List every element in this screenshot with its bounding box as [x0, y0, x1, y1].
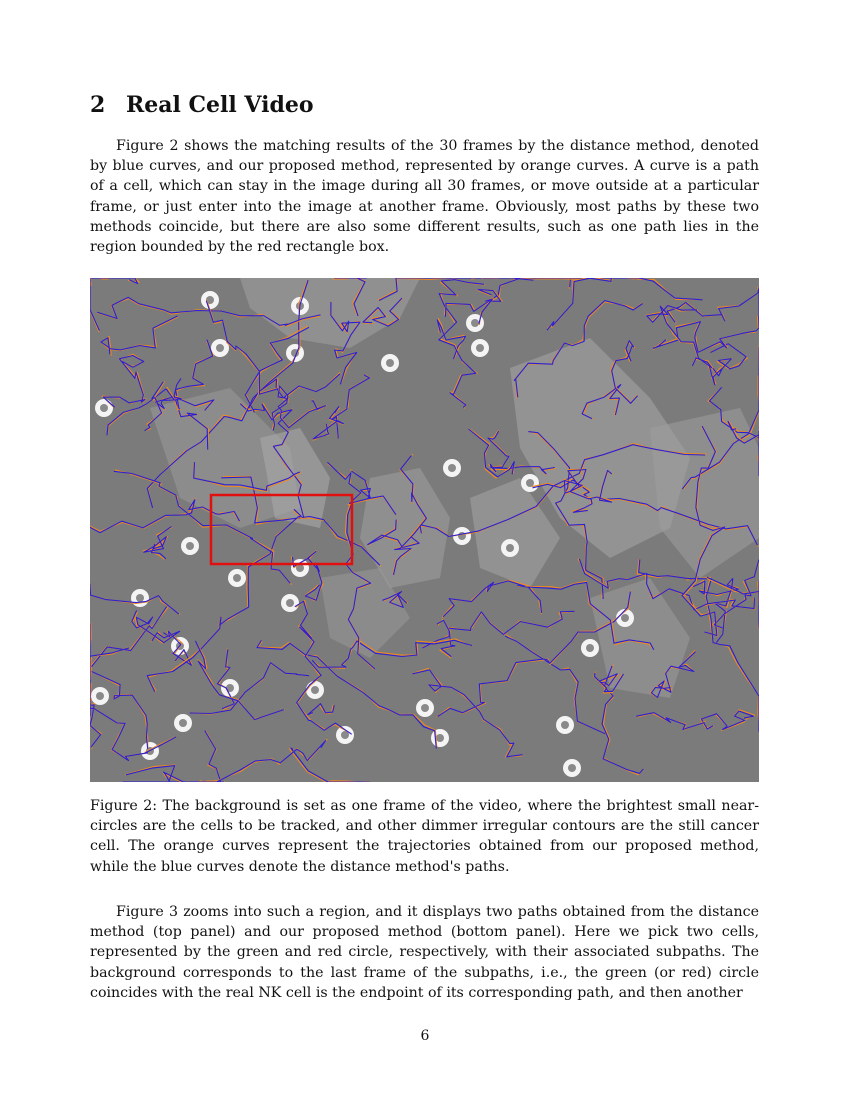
bright-cell-core [476, 344, 484, 352]
bright-cell-core [471, 319, 479, 327]
bright-cell-core [100, 404, 108, 412]
cell-video-frame [90, 278, 759, 782]
paragraph-intro: Figure 2 shows the matching results of the 30 frames by the distance method, denoted by blue curves, and our proposed method, represented by orange curves. A curve is a path of a cell, which can stay in the image during all 30 frames, or move outside at a particular frame, or just enter into the image at another frame. Obviously, most paths by these two methods coincide, but there are also some different results, such as one path lies in the region bounded by the red rectangle box. [90, 138, 759, 256]
bright-cell-core [311, 686, 319, 694]
bright-cell-core [621, 614, 629, 622]
bright-cell-core [233, 574, 241, 582]
bright-cell-core [186, 542, 194, 550]
bright-cell-core [286, 599, 294, 607]
section-title: Real Cell Video [126, 92, 314, 118]
paragraph-figure3: Figure 3 zooms into such a region, and it displays two paths obtained from the distance method (top panel) and our proposed method (bottom panel). Here we pick two cells, represented by the green and red circle, respectively, with their associated subpaths. The background corresponds to the last frame of the subpaths, i.e., the green (or red) circle coincides with the real NK cell is the endpoint of its corresponding path, and then another [90, 904, 759, 1001]
bright-cell-core [421, 704, 429, 712]
bright-cell-core [386, 359, 394, 367]
bright-cell-core [526, 479, 534, 487]
bright-cell-core [586, 644, 594, 652]
bright-cell-core [448, 464, 456, 472]
bright-cell-core [506, 544, 514, 552]
section-number: 2 [90, 92, 106, 118]
bright-cell-core [568, 764, 576, 772]
section-heading [90, 92, 314, 118]
bright-cell-core [436, 734, 444, 742]
page-number: 6 [420, 1028, 430, 1044]
bright-cell-core [136, 594, 144, 602]
figure-caption: Figure 2: The background is set as one frame of the video, where the brightest small near-circles are the cells to be tracked, and other dimmer irregular contours are the still cancer cell. The orange curves represent the trajectories obtained from our proposed method, while the blue curves denote the distance method's paths. [90, 798, 759, 875]
bright-cell-core [96, 692, 104, 700]
bright-cell-core [216, 344, 224, 352]
figure-2-cell-tracking-image [90, 278, 759, 782]
bright-cell-core [179, 719, 187, 727]
bright-cell-core [561, 721, 569, 729]
